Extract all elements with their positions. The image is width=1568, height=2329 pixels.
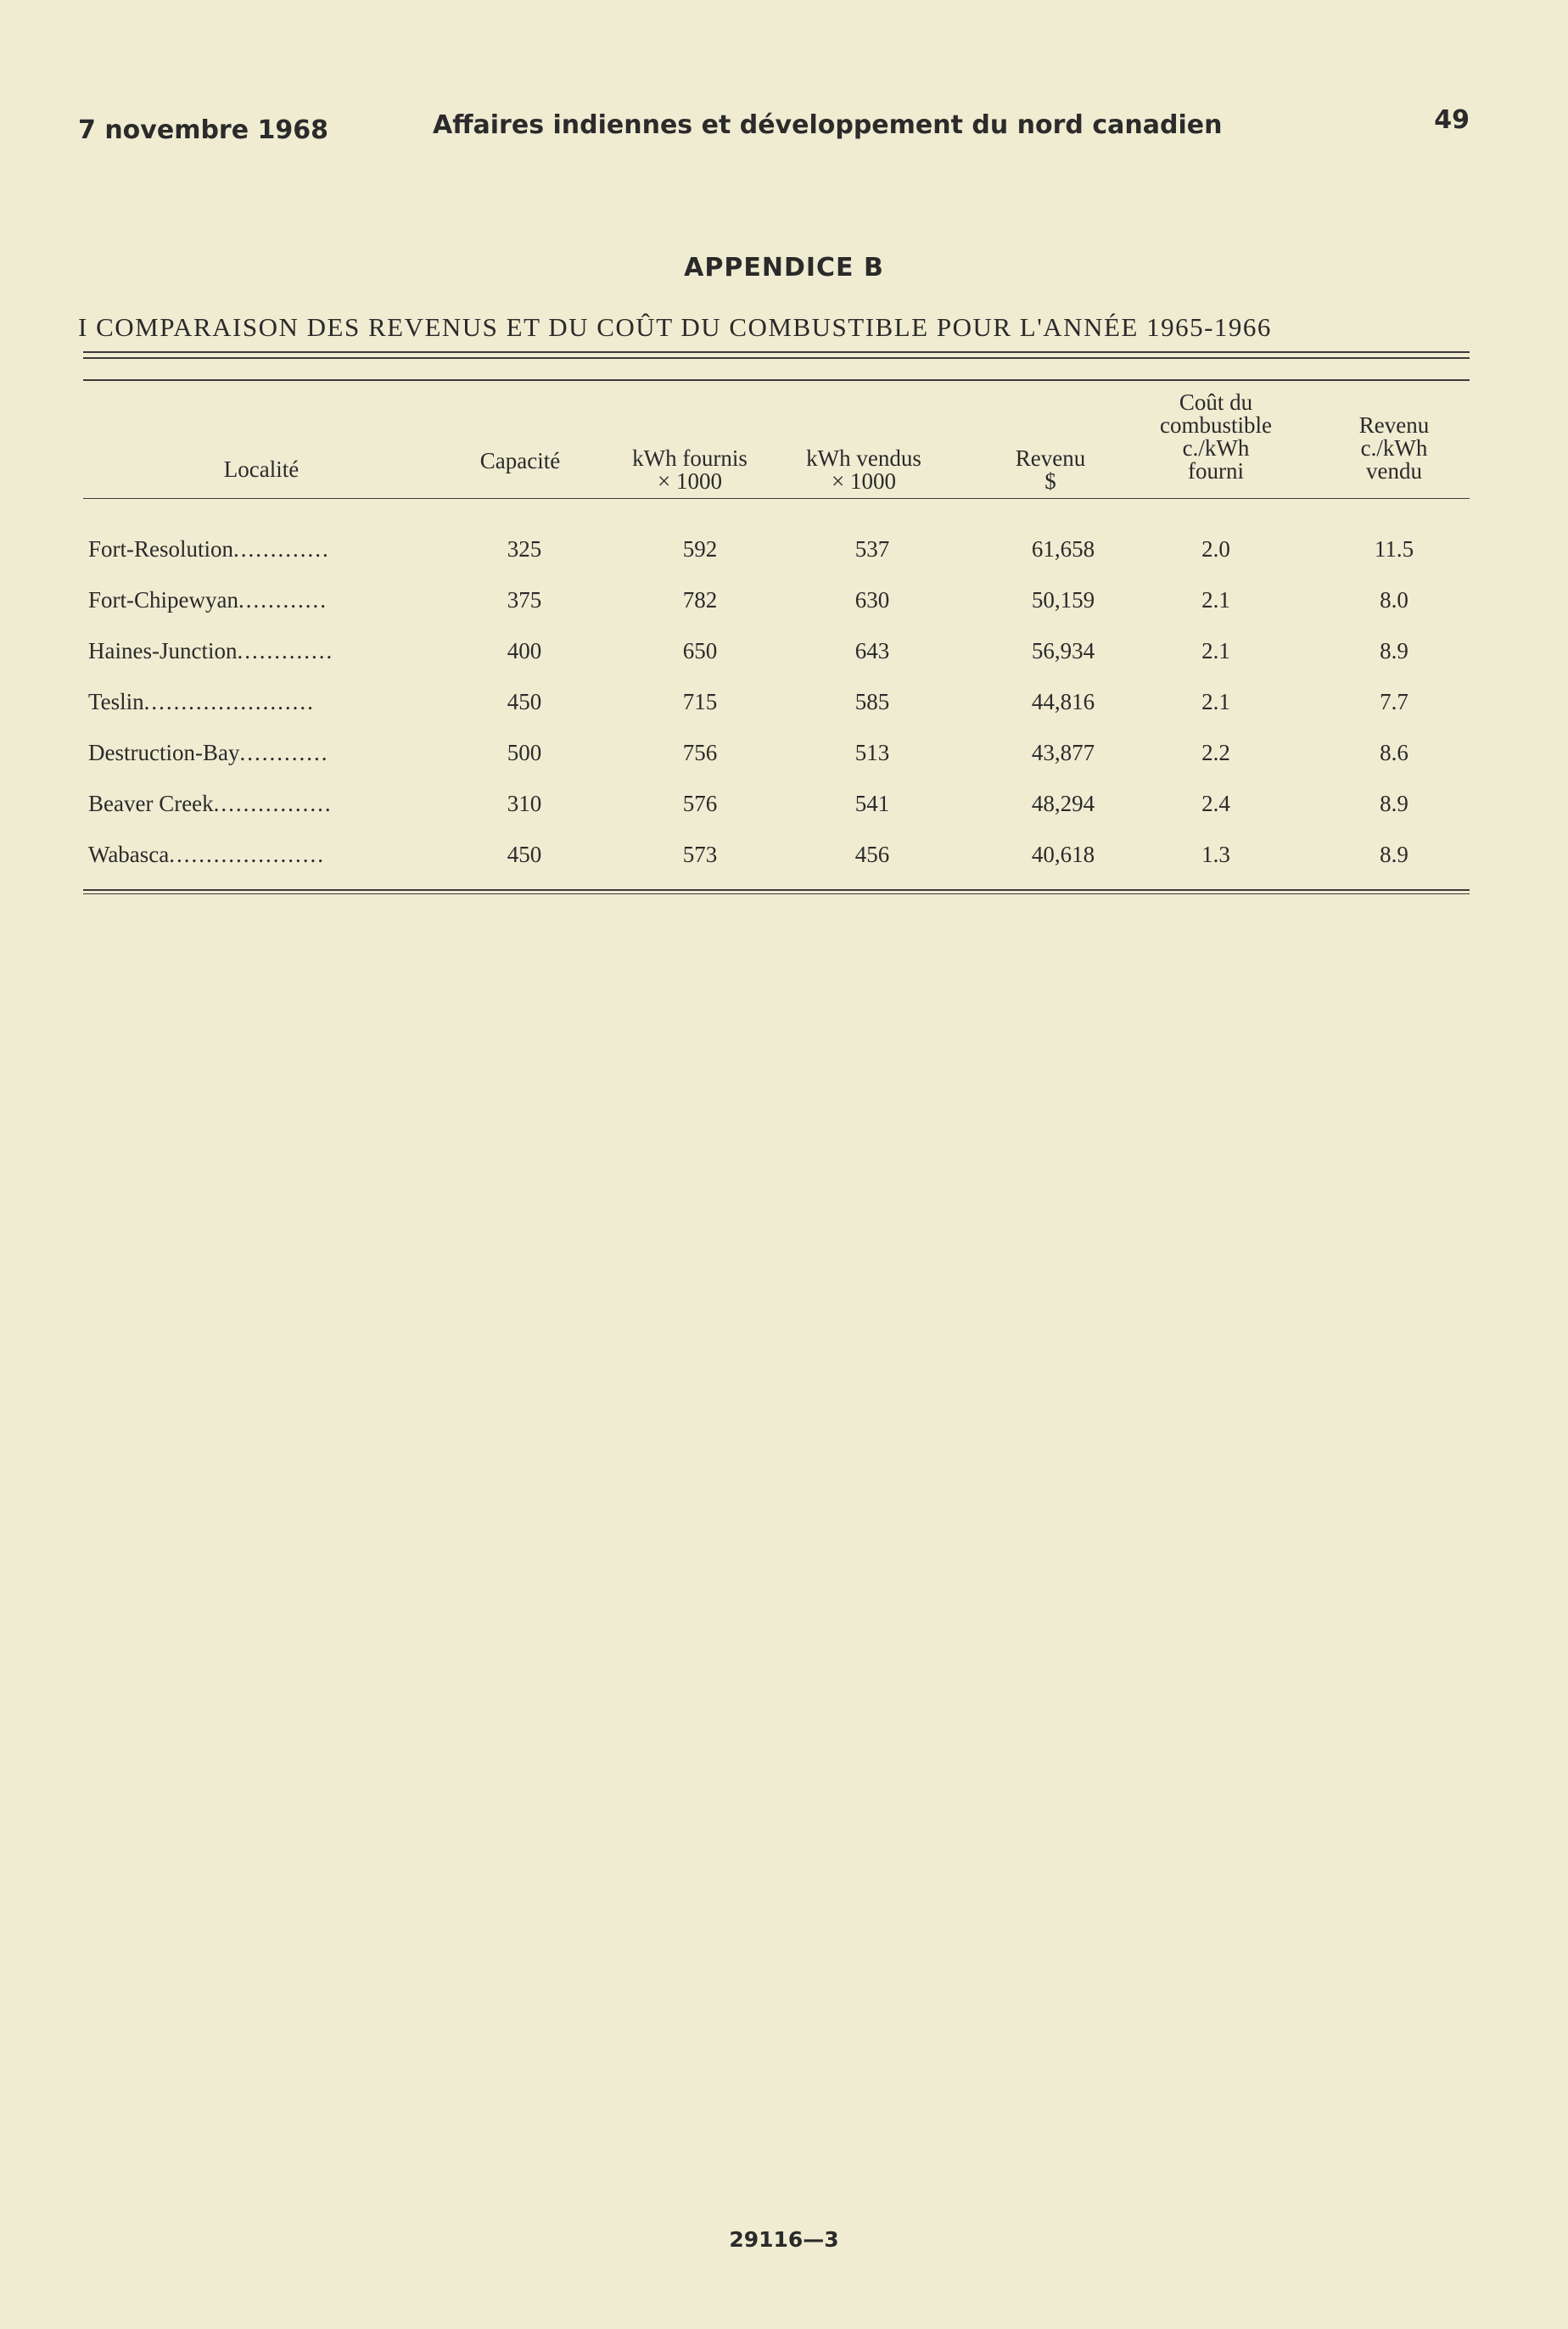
cell-kwh-vendus: 513 (854, 740, 890, 765)
appendix-title: APPENDICE B (684, 253, 884, 283)
table-row (83, 587, 1475, 638)
col-header-kwh-vendus: kWh vendus × 1000 (806, 445, 921, 494)
cell-revenu: 56,934 (1031, 638, 1095, 663)
table-row (83, 791, 1475, 842)
cell-revenu-kwh: 7.7 (1380, 689, 1408, 714)
top-double-rule-second (83, 357, 1470, 359)
table-row (83, 842, 1475, 893)
cell-kwh-fournis: 576 (682, 791, 718, 816)
cell-cout: 2.0 (1201, 536, 1230, 562)
cell-localite: Wabasca..................... (88, 842, 326, 867)
col-header-capacite: Capacité (479, 448, 561, 473)
cell-capacite: 450 (507, 689, 542, 714)
cell-cout: 2.1 (1201, 587, 1230, 613)
page-header (78, 105, 1470, 151)
cell-kwh-fournis: 782 (682, 587, 718, 613)
header-date: 7 novembre 1968 (78, 115, 329, 145)
cell-localite: Haines-Junction............. (88, 638, 334, 663)
table-row (83, 689, 1475, 740)
cell-revenu-kwh: 8.9 (1380, 791, 1408, 816)
cell-cout: 1.3 (1201, 842, 1230, 867)
cell-capacite: 500 (507, 740, 542, 765)
col-header-revenu: Revenu $ (1015, 445, 1086, 494)
cell-localite: Teslin....................... (88, 689, 315, 714)
section-title: I COMPARAISON DES REVENUS ET DU COÛT DU COMBUSTIBLE POUR L'ANNÉE 1965-1966 (78, 312, 1272, 342)
cell-revenu-kwh: 8.9 (1380, 842, 1408, 867)
col-header-cout-combustible: Coût du combustible c./kWh fourni (1160, 389, 1272, 484)
table-row (83, 536, 1475, 587)
header-bottom-rule (83, 498, 1470, 499)
cell-revenu-kwh: 8.0 (1380, 587, 1408, 613)
header-journal-title: Affaires indiennes et développement du nord canadien (433, 110, 1223, 140)
cell-revenu-kwh: 8.6 (1380, 740, 1408, 765)
cell-cout: 2.1 (1201, 689, 1230, 714)
cell-localite: Fort-Chipewyan............ (88, 587, 328, 613)
col-header-localite: Localité (223, 456, 300, 482)
cell-kwh-vendus: 541 (854, 791, 890, 816)
cell-revenu: 43,877 (1031, 740, 1095, 765)
cell-localite: Beaver Creek................ (88, 791, 333, 816)
col-header-kwh-fournis: kWh fournis × 1000 (632, 445, 748, 494)
header-top-rule (83, 379, 1470, 381)
cell-cout: 2.1 (1201, 638, 1230, 663)
cell-kwh-fournis: 573 (682, 842, 718, 867)
cell-revenu-kwh: 8.9 (1380, 638, 1408, 663)
table-bottom-rule-second (83, 893, 1470, 894)
cell-capacite: 325 (507, 536, 542, 562)
cell-kwh-vendus: 537 (854, 536, 890, 562)
cell-capacite: 375 (507, 587, 542, 613)
col-header-revenu-kwh: Revenu c./kWh vendu (1358, 412, 1430, 484)
cell-cout: 2.4 (1201, 791, 1230, 816)
cell-cout: 2.2 (1201, 740, 1230, 765)
table-row (83, 638, 1475, 689)
page-number: 49 (1434, 105, 1470, 135)
cell-revenu-kwh: 11.5 (1374, 536, 1414, 562)
cell-kwh-vendus: 643 (854, 638, 890, 663)
cell-revenu: 50,159 (1031, 587, 1095, 613)
table-row (83, 740, 1475, 791)
cell-kwh-fournis: 650 (682, 638, 718, 663)
top-double-rule (83, 351, 1470, 353)
cell-kwh-vendus: 585 (854, 689, 890, 714)
cell-localite: Fort-Resolution............. (88, 536, 330, 562)
cell-capacite: 400 (507, 638, 542, 663)
cell-revenu: 61,658 (1031, 536, 1095, 562)
signature-mark: 29116—3 (729, 2227, 839, 2252)
table-bottom-rule (83, 889, 1470, 891)
cell-kwh-fournis: 592 (682, 536, 718, 562)
cell-revenu: 40,618 (1031, 842, 1095, 867)
table-header (83, 386, 1475, 496)
cell-kwh-vendus: 630 (854, 587, 890, 613)
cell-localite: Destruction-Bay............ (88, 740, 329, 765)
cell-kwh-fournis: 715 (682, 689, 718, 714)
cell-kwh-vendus: 456 (854, 842, 890, 867)
cell-revenu: 48,294 (1031, 791, 1095, 816)
cell-capacite: 450 (507, 842, 542, 867)
cell-revenu: 44,816 (1031, 689, 1095, 714)
cell-kwh-fournis: 756 (682, 740, 718, 765)
cell-capacite: 310 (507, 791, 542, 816)
